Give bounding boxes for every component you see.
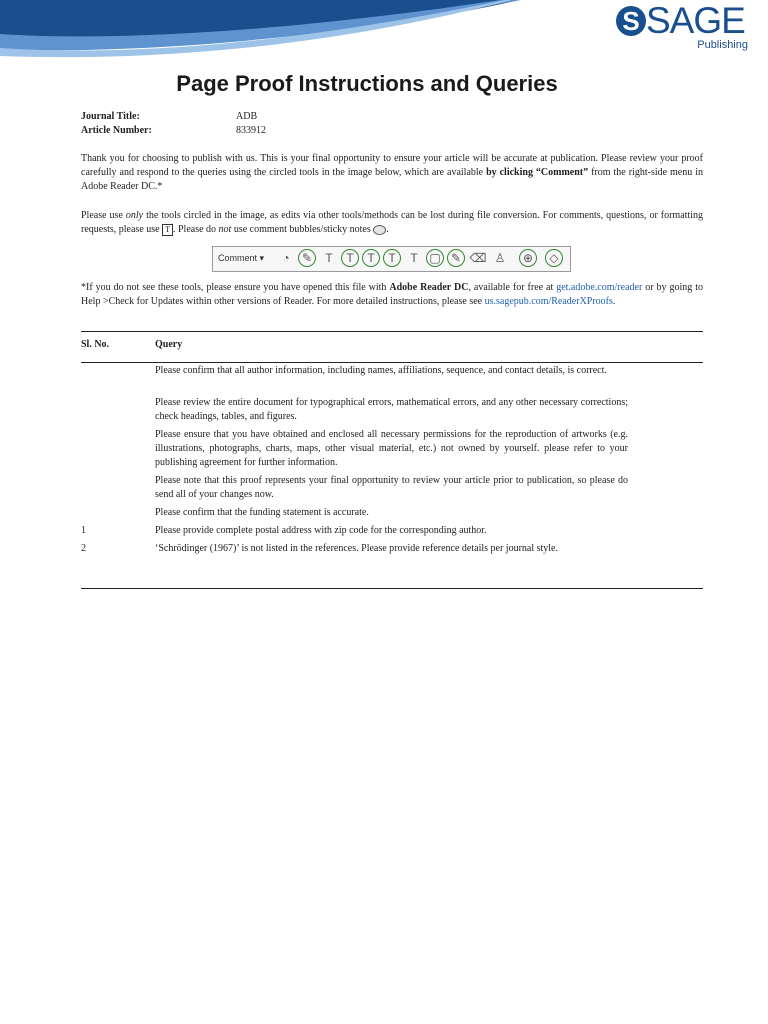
row-query: Please provide complete postal address with zip code for the corresponding author. [155,525,487,536]
header-swoosh [0,0,520,60]
textbox-inline-icon: T [162,224,173,236]
journal-title-value: ADB [236,111,258,122]
sage-logo-word: SAGE [646,0,745,41]
footnote-text-b: , available for free at [468,282,557,293]
row-number: 1 [81,525,86,536]
insert-text-icon: T [341,249,359,267]
journal-title-row [81,111,257,122]
table-header-rule [81,362,703,363]
tools-not: not [218,224,232,235]
draw-icon: ✎ [447,249,465,267]
speech-bubble-icon: ◔ [282,251,290,265]
reader-proofs-link[interactable]: us.sagepub.com/ReaderXProofs [484,296,613,307]
adobe-reader-link[interactable]: get.adobe.com/reader [556,282,643,293]
tools-text-e: . [386,224,389,235]
article-number-row [81,125,266,136]
row-query: Please review the entire document for typographical errors, mathematical errors, and any other necessary corrections; check headings, tables, and figures. [155,397,628,422]
replace-text-icon: T [383,249,401,267]
shapes-icon: ◇ [545,249,563,267]
tools-only: only [125,210,144,221]
page-title: Page Proof Instructions and Queries [176,71,558,96]
plain-text-icon: T [410,251,418,265]
footnote-bold: Adobe Reader DC [389,282,469,293]
textbox-icon: ▢ [426,249,444,267]
row-query: Please note that this proof represents your final opportunity to review your article prior to publication, so please do send all of your changes now. [155,475,628,500]
table-bottom-rule [81,588,703,589]
stamp-icon: ♙ [494,251,506,265]
sticky-note-inline-icon [373,225,386,235]
intro-paragraph [81,152,703,194]
row-query: ‘Schrödinger (1967)’ is not listed in the references. Please provide reference details per journal style. [155,543,558,554]
tools-text-b: the tools circled in the image, as edits via other tools/methods can be lost during file conversion. For comments, questions, or formatting requests, please use [81,210,703,235]
footnote-text-c: or by going to Help >Check for Updates within other versions of Reader. For more detailed instructions, please see [81,282,703,307]
article-number-label: Article Number: [81,125,152,136]
sage-logo-sub: Publishing [697,39,748,51]
tools-text-a: Please use [81,210,126,221]
footnote-paragraph [81,281,703,309]
pencil-icon: ✎ [298,249,316,267]
sage-logo [616,0,748,52]
table-top-rule [81,331,703,332]
row-number: 2 [81,543,86,554]
intro-tail: from the right-side menu in Adobe Reader DC.* [81,167,703,192]
row-query: Please confirm that all author information, including names, affiliations, sequence, and contact details, is correct. [155,365,607,376]
text-icon: T [325,251,333,265]
footnote-text-d: . [612,296,616,307]
col-sl-no-header: Sl. No. [81,339,110,350]
col-query-header: Query [155,339,183,350]
comment-toolbar-label: Comment ▾ [218,253,265,263]
article-number-value: 833912 [236,125,266,136]
tools-text-d: use comment bubbles/sticky notes [231,224,374,235]
strikethrough-text-icon: T [362,249,380,267]
row-query: Please confirm that the funding statement is accurate. [155,507,369,518]
tools-text-c: . Please do [172,224,219,235]
eraser-icon: ⌫ [469,251,487,265]
footnote-text-a: *If you do not see these tools, please ensure you have opened this file with [81,282,390,293]
sage-logo-mark: S [616,6,646,36]
attach-icon: ⊕ [519,249,537,267]
intro-bold: by clicking “Comment” [486,167,589,178]
comment-toolbar-image [212,246,571,272]
tools-paragraph [81,209,703,237]
intro-text: Thank you for choosing to publish with us. This is your final opportunity to ensure your article will be accurate at publication. Please review your proof carefully and respond to the queries using the circled tools in the image below, which are available [81,153,703,178]
journal-title-label: Journal Title: [81,111,140,122]
row-query: Please ensure that you have obtained and enclosed all necessary permissions for the reproduction of artworks (e.g. illustrations, photographs, charts, maps, other visual material, etc.) not owned by yourself. please refer to your publishing agreement for further information. [155,429,628,468]
